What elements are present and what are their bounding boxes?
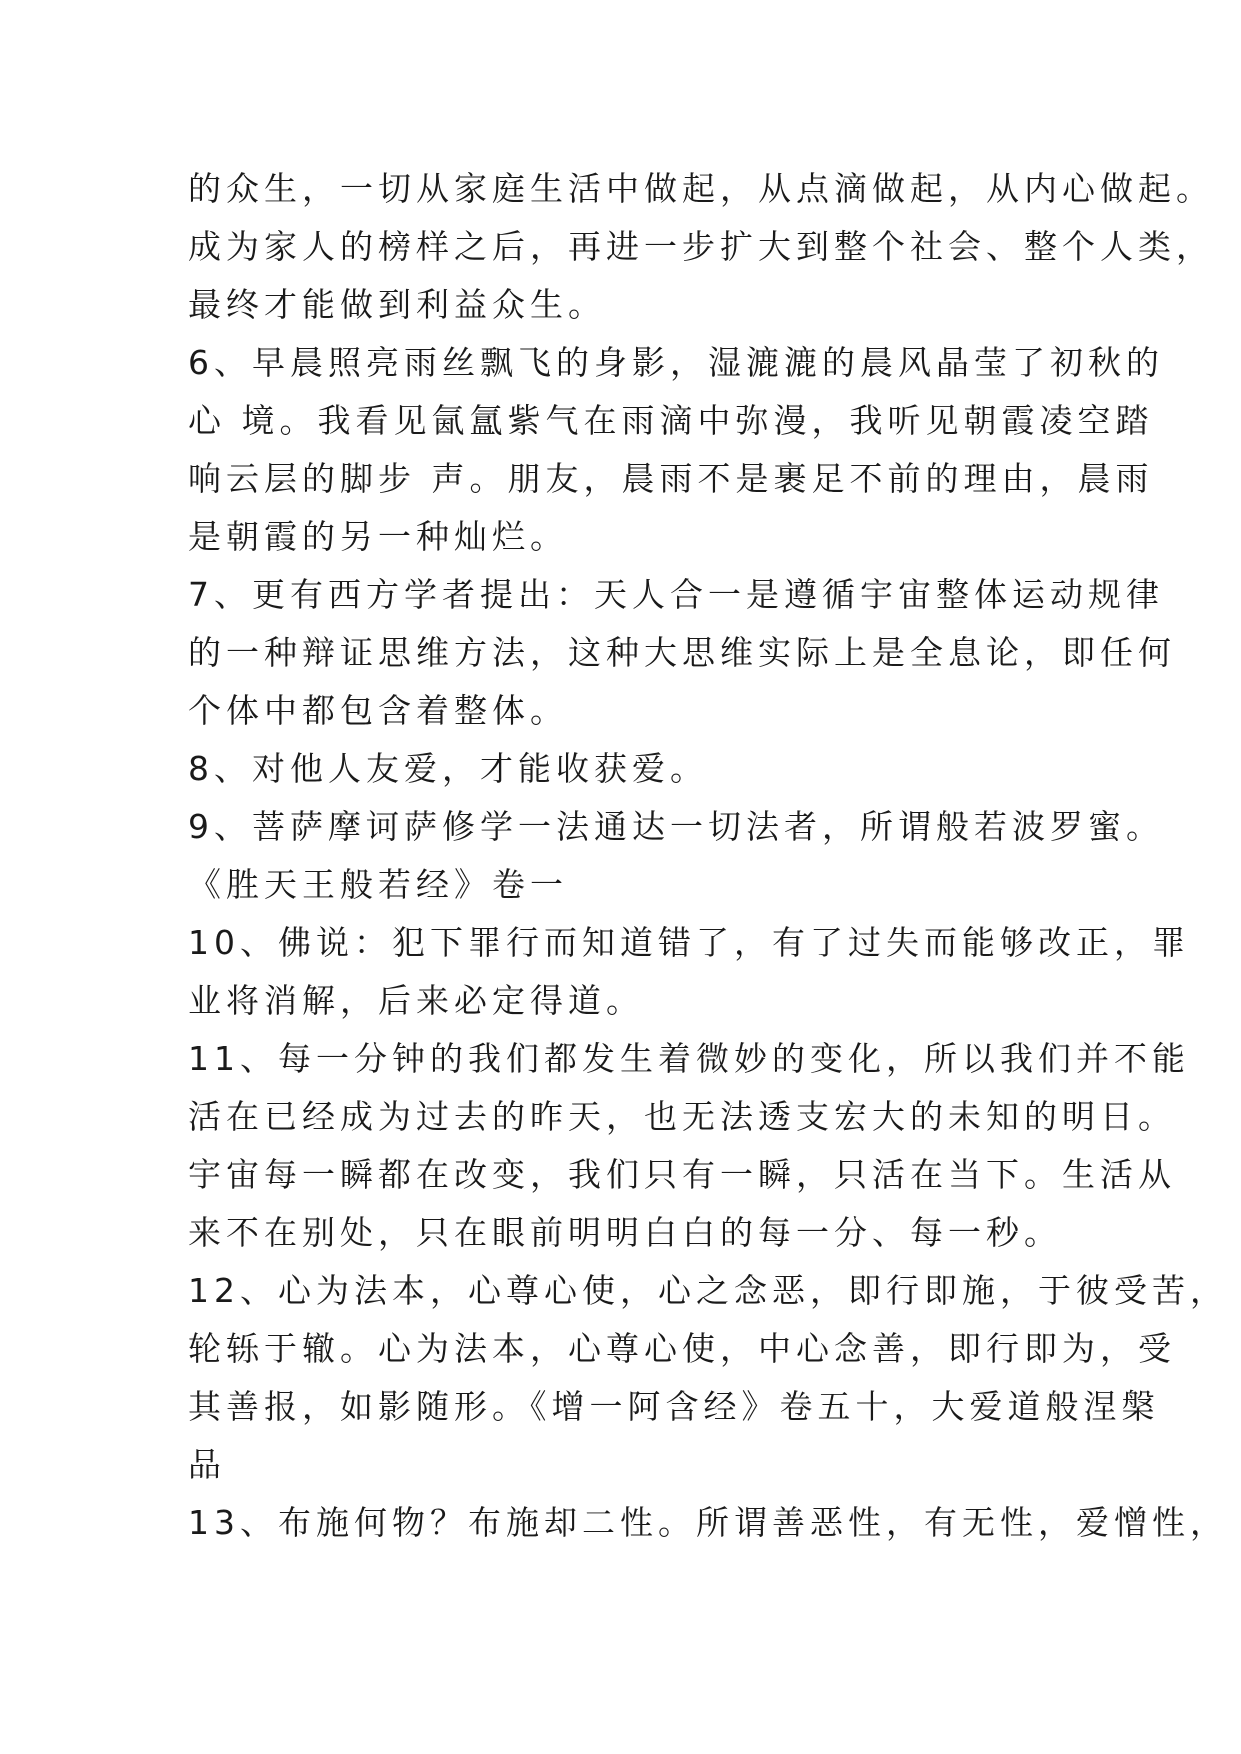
text-line: 响云层的脚步 声。朋友，晨雨不是裹足不前的理由，晨雨 — [188, 459, 1154, 498]
text-line: 10、佛说：犯下罪行而知道错了，有了过失而能够改正，罪 — [188, 923, 1190, 962]
text-line: 13、布施何物？布施却二性。所谓善恶性，有无性，爱憎性， — [188, 1503, 1228, 1542]
text-line: 成为家人的榜样之后，再进一步扩大到整个社会、整个人类， — [188, 227, 1214, 266]
text-line: 的一种辩证思维方法，这种大思维实际上是全息论，即任何 — [188, 633, 1176, 672]
text-line: 个体中都包含着整体。 — [188, 691, 568, 730]
text-line: 最终才能做到利益众生。 — [188, 285, 606, 324]
text-line: 宇宙每一瞬都在改变，我们只有一瞬，只活在当下。生活从 — [188, 1155, 1176, 1194]
body-text — [188, 160, 1228, 1552]
text-line: 业将消解，后来必定得道。 — [188, 981, 644, 1020]
text-line: 其善报，如影随形。《增一阿含经》卷五十，大爱道般涅槃 — [188, 1387, 1160, 1426]
text-line: 活在已经成为过去的昨天，也无法透支宏大的未知的明日。 — [188, 1097, 1176, 1136]
text-line: 12、心为法本，心尊心使，心之念恶，即行即施，于彼受苦， — [188, 1271, 1228, 1310]
text-line: 品 — [188, 1445, 226, 1484]
text-line: 来不在别处，只在眼前明明白白的每一分、每一秒。 — [188, 1213, 1062, 1252]
text-line: 7、更有西方学者提出：天人合一是遵循宇宙整体运动规律 — [188, 575, 1164, 614]
text-line: 的众生，一切从家庭生活中做起，从点滴做起，从内心做起。 — [188, 169, 1214, 208]
text-line: 11、每一分钟的我们都发生着微妙的变化，所以我们并不能 — [188, 1039, 1190, 1078]
text-line: 轮轹于辙。心为法本，心尊心使，中心念善，即行即为，受 — [188, 1329, 1176, 1368]
text-line: 心 境。我看见氤氲紫气在雨滴中弥漫，我听见朝霞凌空踏 — [188, 401, 1154, 440]
text-line: 8、对他人友爱，才能收获爱。 — [188, 749, 708, 788]
text-line: 9、菩萨摩诃萨修学一法通达一切法者，所谓般若波罗蜜。 — [188, 807, 1164, 846]
text-line: 6、早晨照亮雨丝飘飞的身影，湿漉漉的晨风晶莹了初秋的 — [188, 343, 1164, 382]
text-line: 《胜天王般若经》卷一 — [188, 865, 568, 904]
text-line: 是朝霞的另一种灿烂。 — [188, 517, 568, 556]
